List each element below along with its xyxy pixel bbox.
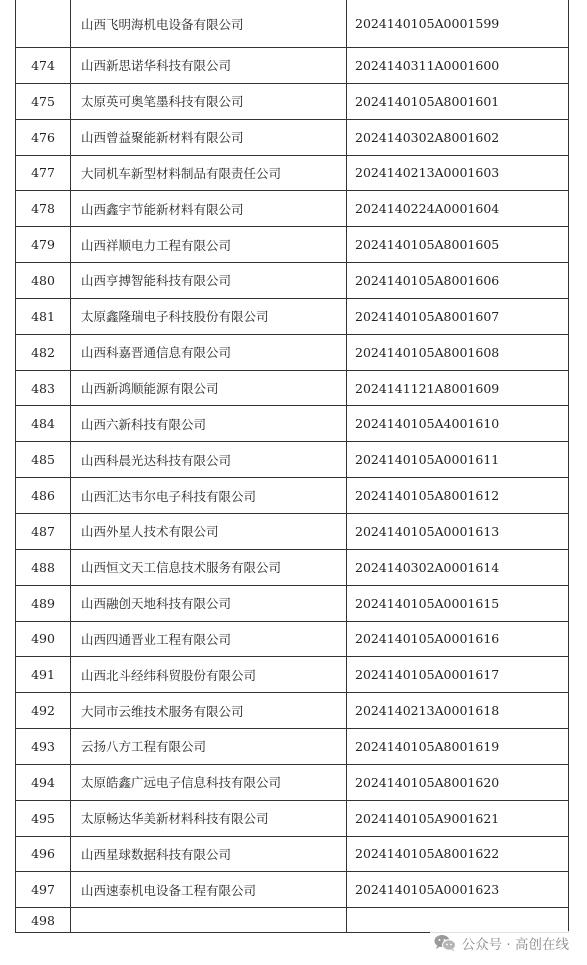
table-row — [16, 764, 569, 800]
watermark-text: 公众号 · 高创在线 — [461, 937, 569, 953]
company-name: 山西亨搏智能科技有限公司 — [71, 263, 347, 299]
registration-code: 2024140224A0001604 — [347, 191, 569, 227]
table-row — [16, 478, 569, 514]
table-row — [16, 334, 569, 370]
registration-code — [347, 908, 569, 933]
registration-code: 2024140311A0001600 — [347, 48, 569, 84]
registration-code: 2024140105A8001620 — [347, 764, 569, 800]
row-number: 475 — [16, 83, 71, 119]
row-number: 478 — [16, 191, 71, 227]
wechat-icon — [434, 934, 456, 952]
company-name: 山西新思诺华科技有限公司 — [71, 48, 347, 84]
table-row — [16, 0, 569, 48]
row-number: 485 — [16, 442, 71, 478]
company-name: 云扬八方工程有限公司 — [71, 729, 347, 765]
row-number: 474 — [16, 48, 71, 84]
table-row — [16, 191, 569, 227]
table-row — [16, 227, 569, 263]
registration-code: 2024140105A0001599 — [347, 0, 569, 48]
company-name: 大同机车新型材料制品有限责任公司 — [71, 155, 347, 191]
registration-code: 2024140105A0001615 — [347, 585, 569, 621]
company-name: 山西速泰机电设备工程有限公司 — [71, 872, 347, 908]
table-row — [16, 513, 569, 549]
table-row — [16, 621, 569, 657]
table-row — [16, 549, 569, 585]
company-name: 山西四通晋业工程有限公司 — [71, 621, 347, 657]
table-row — [16, 693, 569, 729]
registration-code: 2024140213A0001603 — [347, 155, 569, 191]
table-row — [16, 370, 569, 406]
row-number: 490 — [16, 621, 71, 657]
row-number: 496 — [16, 836, 71, 872]
row-number: 495 — [16, 800, 71, 836]
company-name: 太原畅达华美新材料科技有限公司 — [71, 800, 347, 836]
row-number: 489 — [16, 585, 71, 621]
row-number: 492 — [16, 693, 71, 729]
registration-code: 2024141121A8001609 — [347, 370, 569, 406]
company-name: 山西飞明海机电设备有限公司 — [71, 0, 347, 48]
registration-code: 2024140105A0001623 — [347, 872, 569, 908]
company-name — [71, 908, 347, 933]
company-name: 山西外星人技术有限公司 — [71, 513, 347, 549]
row-number: 491 — [16, 657, 71, 693]
row-number: 486 — [16, 478, 71, 514]
row-number: 481 — [16, 298, 71, 334]
table-row — [16, 298, 569, 334]
company-name: 太原皓鑫广远电子信息科技有限公司 — [71, 764, 347, 800]
company-name: 大同市云维技术服务有限公司 — [71, 693, 347, 729]
row-number: 487 — [16, 513, 71, 549]
registration-code: 2024140105A0001616 — [347, 621, 569, 657]
row-number: 498 — [16, 908, 71, 933]
registration-code: 2024140302A8001602 — [347, 119, 569, 155]
company-name: 山西星球数据科技有限公司 — [71, 836, 347, 872]
company-name: 山西六新科技有限公司 — [71, 406, 347, 442]
row-number: 494 — [16, 764, 71, 800]
row-number: 482 — [16, 334, 71, 370]
company-name: 山西鑫宇节能新材料有限公司 — [71, 191, 347, 227]
table-row — [16, 657, 569, 693]
registration-code: 2024140105A8001607 — [347, 298, 569, 334]
registration-code: 2024140105A9001621 — [347, 800, 569, 836]
row-number: 493 — [16, 729, 71, 765]
table-row — [16, 908, 569, 933]
company-name: 山西恒文天工信息技术服务有限公司 — [71, 549, 347, 585]
company-name: 山西融创天地科技有限公司 — [71, 585, 347, 621]
row-number: 497 — [16, 872, 71, 908]
registration-code: 2024140105A8001606 — [347, 263, 569, 299]
row-number: 477 — [16, 155, 71, 191]
registration-code: 2024140105A0001617 — [347, 657, 569, 693]
registration-code: 2024140105A4001610 — [347, 406, 569, 442]
table-body — [16, 0, 569, 933]
registration-code: 2024140105A8001601 — [347, 83, 569, 119]
registration-code: 2024140302A0001614 — [347, 549, 569, 585]
table-row — [16, 83, 569, 119]
table-row — [16, 48, 569, 84]
company-name: 山西科晨光达科技有限公司 — [71, 442, 347, 478]
company-name: 山西北斗经纬科贸股份有限公司 — [71, 657, 347, 693]
row-number — [16, 0, 71, 48]
registration-code: 2024140213A0001618 — [347, 693, 569, 729]
table-row — [16, 729, 569, 765]
table-row — [16, 442, 569, 478]
table-row — [16, 406, 569, 442]
row-number: 483 — [16, 370, 71, 406]
registration-code: 2024140105A0001613 — [347, 513, 569, 549]
table-row — [16, 585, 569, 621]
table-row — [16, 155, 569, 191]
table-row — [16, 872, 569, 908]
table-row — [16, 263, 569, 299]
company-name: 山西新鸿顺能源有限公司 — [71, 370, 347, 406]
row-number: 488 — [16, 549, 71, 585]
row-number: 476 — [16, 119, 71, 155]
company-name: 山西曾益聚能新材料有限公司 — [71, 119, 347, 155]
company-list-table — [15, 0, 569, 933]
company-name: 太原鑫隆瑞电子科技股份有限公司 — [71, 298, 347, 334]
row-number: 480 — [16, 263, 71, 299]
company-name: 太原英可奥笔墨科技有限公司 — [71, 83, 347, 119]
registration-code: 2024140105A8001612 — [347, 478, 569, 514]
company-name: 山西科嘉晋通信息有限公司 — [71, 334, 347, 370]
registration-code: 2024140105A0001611 — [347, 442, 569, 478]
company-name: 山西祥顺电力工程有限公司 — [71, 227, 347, 263]
watermark — [430, 931, 573, 955]
registration-code: 2024140105A8001605 — [347, 227, 569, 263]
table-row — [16, 800, 569, 836]
registration-code: 2024140105A8001608 — [347, 334, 569, 370]
company-name: 山西汇达韦尔电子科技有限公司 — [71, 478, 347, 514]
row-number: 484 — [16, 406, 71, 442]
registration-code: 2024140105A8001622 — [347, 836, 569, 872]
registration-code: 2024140105A8001619 — [347, 729, 569, 765]
table-row — [16, 119, 569, 155]
row-number: 479 — [16, 227, 71, 263]
table-row — [16, 836, 569, 872]
